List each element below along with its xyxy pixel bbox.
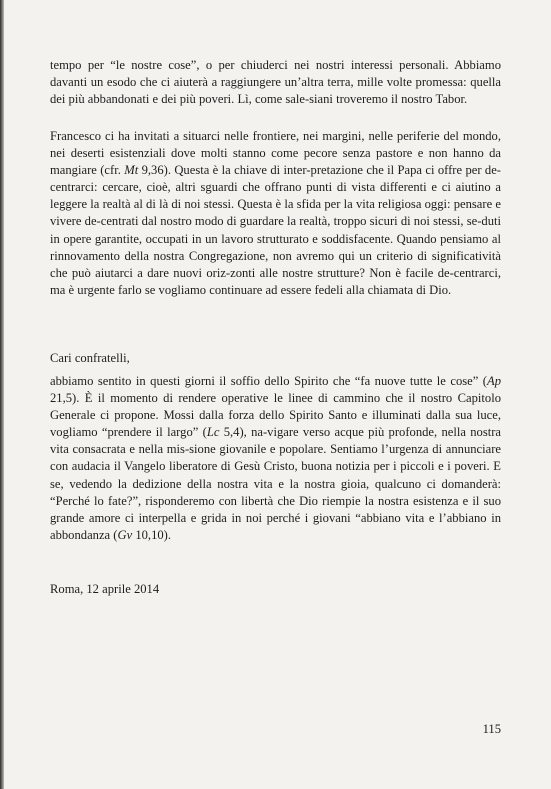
citation-ap: Ap xyxy=(487,374,501,388)
page-number: 115 xyxy=(482,722,501,736)
paragraph-3-text-b: 21,5). È il momento di rendere operative le linee di cammino che il nostro Capitolo Generale ci propone. Mossi dalla forza dello Spirito Santo e illuminati dalla sua luce, vogliamo “prendere il largo” ( xyxy=(50,391,501,440)
citation-gv: Gv xyxy=(117,527,133,542)
paragraph-2-text-a: Francesco ci ha invitati a situarci nelle frontiere, nei margini, nelle periferie del mondo, nei deserti esistenziali dove molti stanno come pecore senza pastore e non hanno da mangiare (cfr. xyxy=(50,129,501,178)
salutation: Cari confratelli, xyxy=(50,351,130,365)
paragraph-3-text-d: 10,10). xyxy=(132,527,171,542)
paragraph-3-text-a: abbiamo sentito in questi giorni il soffio dello Spirito che “fa nuove tutte le cose” ( xyxy=(50,374,487,388)
paragraph-3 xyxy=(50,373,501,544)
paragraph-2-text-b: 9,36). Questa è la chiave di inter-pretazione che il Papa ci offre per de-centrarci: cercare, cioè, altri sguardi che offrano punti di vista differenti e ci aiutino a leggere la realtà al di là di noi stessi. Questa è la sfida per la vita religiosa oggi: pensare e vivere de-centrati dal nostro modo di guardare la realtà, troppo sicuri di noi stessi, se-duti in opere garantite, occupati in un lavoro strutturato e soddisfacente. Quando pensiamo al rinnovamento della nostra Congregazione, non avremo qui un criterio di significatività che può aiutarci a dare nuovi oriz-zonti alle nostre strutture? Non è facile de-centrarci, ma è urgente farlo se vogliamo continuare ad essere fedeli alla chiamata di Dio. xyxy=(50,163,501,297)
paragraph-2 xyxy=(50,128,501,299)
paragraph-3-text-c: 5,4), na-vigare verso acque più profonde, nella nostra vita consacrata e nella mis-sione giovanile e popolare. Sentiamo l’urgenza di annunciare con audacia il Vangelo liberatore di Gesù Cristo, buona notizia per i piccoli e i poveri. E se, vedendo la dedizione della nostra vita e la nostra gioia, qualcuno ci domanderà: “Perché lo fate?”, risponderemo con libertà che Dio riempie la nostra esistenza e il suo grande amore ci interpella e grida in noi perché i giovani “abbiano vita e l’abbiano in abbondanza ( xyxy=(50,425,502,542)
paragraph-1-text: tempo per “le nostre cose”, o per chiuderci nei nostri interessi personali. Abbiamo davanti un esodo che ci aiuterà a raggiungere un’altra terra, mille volte promessa: quella dei più abbandonati e dei più poveri. Lì, come sale-siani troveremo il nostro Tabor. xyxy=(50,58,501,107)
paragraph-1 xyxy=(50,57,501,108)
citation-lc: Lc xyxy=(206,425,220,440)
dateline: Roma, 12 aprile 2014 xyxy=(50,582,160,596)
citation-mt: Mt xyxy=(124,163,139,178)
